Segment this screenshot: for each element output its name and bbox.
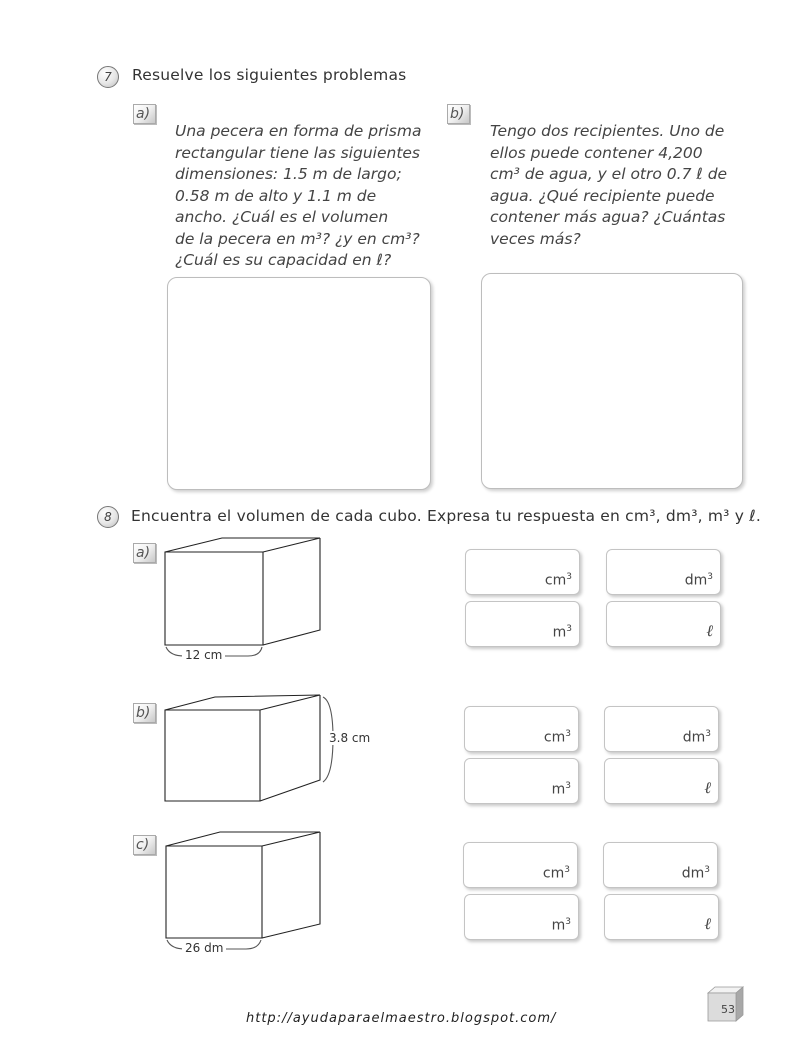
cube-a-front-face	[165, 552, 263, 645]
unit-cm3-text: cm	[542, 866, 565, 882]
problem-7a-line: rectangular tiene las siguientes	[175, 143, 421, 162]
cube-b-side-face	[260, 695, 320, 801]
unit-dm3	[682, 865, 710, 882]
cube-b-drawing	[150, 690, 340, 815]
unit-cm3-text: cm	[544, 573, 567, 589]
cube-c-answer-liter[interactable]	[604, 894, 719, 940]
problem-7b-line: veces más?	[490, 229, 581, 248]
problem-7b-line: ellos puede contener 4,200	[490, 143, 703, 162]
problem-7a-line: de la pecera en m³? ¿y en cm³?	[175, 229, 420, 248]
cube-b-dimension: 3.8 cm	[326, 731, 373, 745]
problem-7b-line: agua. ¿Qué recipiente puede	[490, 186, 715, 205]
problem-7b-line: Tengo dos recipientes. Uno de	[490, 122, 725, 140]
cube-b-front-face	[165, 710, 260, 801]
unit-exponent: 3	[565, 729, 571, 740]
problem-8-title: Encuentra el volumen de cada cubo. Expresa tu respuesta en cm³, dm³, m³ y ℓ.	[131, 507, 761, 525]
unit-exponent: 3	[707, 572, 713, 583]
cube-b-answer-liter[interactable]	[604, 758, 719, 804]
cube-a-label: a)	[133, 543, 156, 563]
unit-dm3-text: dm	[681, 866, 705, 882]
cube-b-answer-m3[interactable]	[464, 758, 579, 804]
problem-7-title: Resuelve los siguientes problemas	[132, 66, 407, 84]
unit-cm3-text: cm	[543, 730, 566, 746]
unit-exponent: 3	[705, 729, 711, 740]
unit-cm3	[545, 572, 572, 589]
cube-c-drawing	[150, 825, 340, 955]
problem-7b-line: contener más agua? ¿Cuántas	[490, 208, 726, 226]
cube-c-top-face	[166, 832, 320, 846]
cube-b-top-face	[165, 695, 320, 710]
problem-7b-text	[490, 121, 727, 250]
problem-7a-work-area[interactable]	[167, 277, 431, 490]
unit-m3-text: m	[551, 782, 566, 798]
unit-liter: ℓ	[704, 914, 711, 933]
cube-b-answer-dm3[interactable]	[604, 706, 719, 752]
unit-m3	[553, 624, 572, 641]
unit-exponent: 3	[564, 865, 570, 876]
problem-7-number: 7	[97, 66, 119, 88]
cube-b-label: b)	[133, 703, 156, 723]
unit-exponent: 3	[565, 781, 571, 792]
problem-7b-work-area[interactable]	[481, 273, 743, 489]
cube-a-answer-cm3[interactable]	[465, 549, 580, 595]
unit-cm3	[544, 729, 571, 746]
cube-c-front-face	[166, 846, 262, 938]
footer-url: http://ayudaparaelmaestro.blogspot.com/	[246, 1011, 557, 1026]
cube-a-answer-m3[interactable]	[465, 601, 580, 647]
cube-c-label: c)	[133, 835, 156, 855]
cube-a-answer-dm3[interactable]	[606, 549, 721, 595]
unit-m3	[552, 781, 571, 798]
unit-m3-text: m	[552, 625, 567, 641]
problem-7a-line: ancho. ¿Cuál es el volumen	[175, 208, 389, 226]
problem-7a-text	[175, 121, 421, 272]
cube-a-side-face	[263, 538, 320, 645]
unit-dm3-text: dm	[684, 573, 708, 589]
cube-c-answer-cm3[interactable]	[463, 842, 578, 888]
cube-b-answer-cm3[interactable]	[464, 706, 579, 752]
cube-a-answer-liter[interactable]	[606, 601, 721, 647]
problem-7b-label: b)	[447, 104, 470, 124]
problem-7a-line: dimensiones: 1.5 m de largo;	[175, 165, 402, 183]
cube-c-dimension: 26 dm	[182, 941, 226, 955]
unit-exponent: 3	[566, 572, 572, 583]
cube-c-answer-dm3[interactable]	[603, 842, 718, 888]
unit-m3-text: m	[551, 918, 566, 934]
problem-7a-line: Una pecera en forma de prisma	[175, 122, 422, 140]
cube-c-answer-m3[interactable]	[464, 894, 579, 940]
cube-a-drawing	[150, 535, 340, 665]
unit-dm3	[685, 572, 713, 589]
unit-liter: ℓ	[704, 778, 711, 797]
problem-8-number: 8	[97, 506, 119, 528]
unit-cm3	[543, 865, 570, 882]
page-number: 53	[721, 1003, 735, 1016]
problem-7b-line: cm³ de agua, y el otro 0.7 ℓ de	[490, 165, 728, 183]
unit-exponent: 3	[566, 624, 572, 635]
unit-m3	[552, 917, 571, 934]
problem-7a-line: 0.58 m de alto y 1.1 m de	[175, 186, 377, 205]
unit-dm3-text: dm	[682, 730, 706, 746]
unit-liter: ℓ	[706, 621, 713, 640]
unit-dm3	[683, 729, 711, 746]
unit-exponent: 3	[704, 865, 710, 876]
cube-c-side-face	[262, 832, 320, 938]
problem-7a-line: ¿Cuál es su capacidad en ℓ?	[175, 251, 392, 269]
unit-exponent: 3	[565, 917, 571, 928]
cube-a-top-face	[165, 538, 320, 552]
problem-7a-label: a)	[133, 104, 156, 124]
cube-a-dimension: 12 cm	[182, 648, 225, 662]
